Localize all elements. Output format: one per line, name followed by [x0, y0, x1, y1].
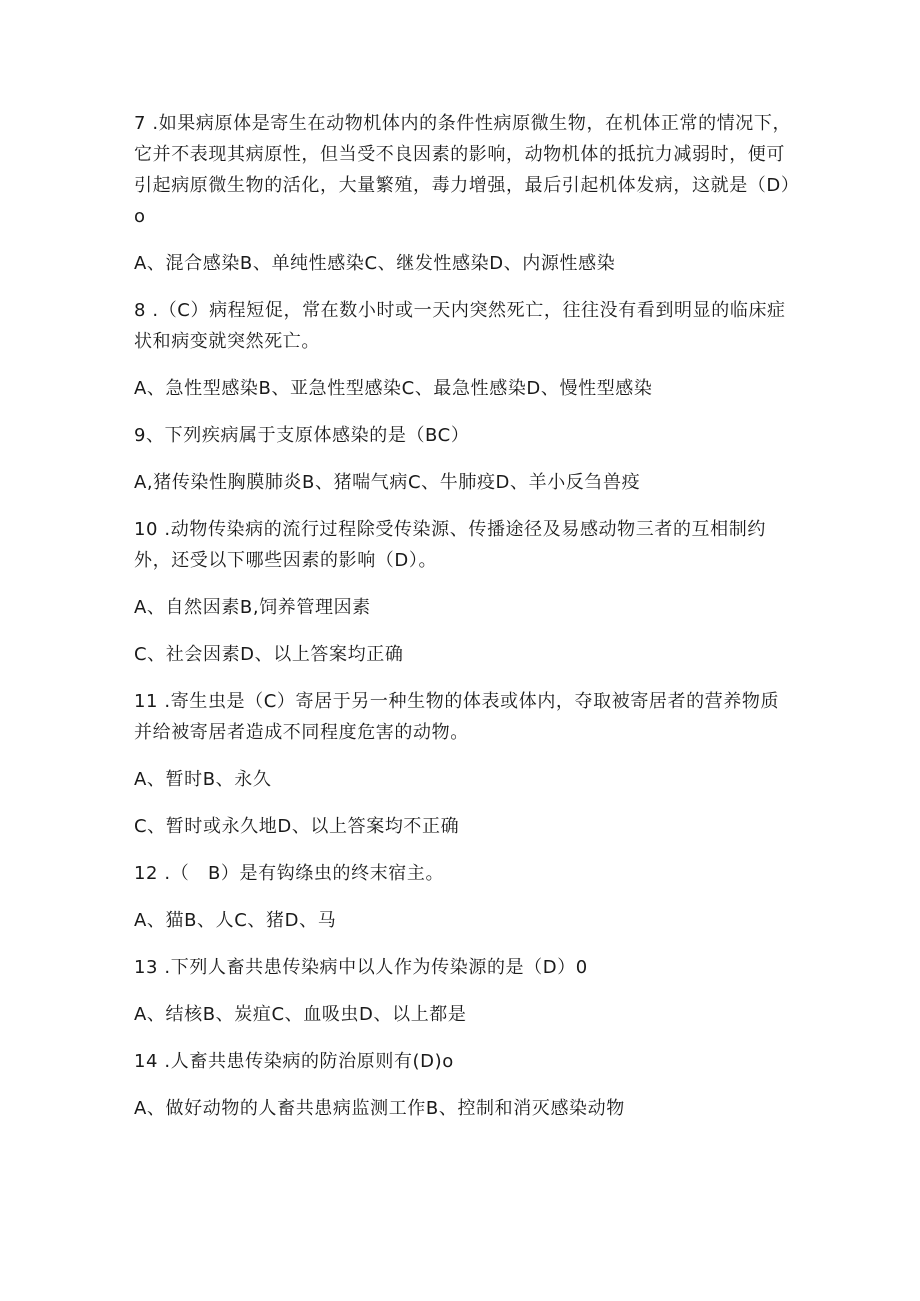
options-9: A,猪传染性胸膜肺炎B、猪喘气病C、牛肺疫D、羊小反刍兽疫 — [134, 472, 641, 493]
options-7: A、混合感染B、单纯性感染C、继发性感染D、内源性感染 — [134, 253, 616, 274]
question-7: 7 .如果病原体是寄生在动物机体内的条件性病原微生物，在机体正常的情况下，它并不表现其病原性，但当受不良因素的影响，动物机体的抵抗力减弱时，便可引起病原微生物的活化，大量繁殖，毒力增强，最后引起机体发病，这就是（D）o — [134, 113, 792, 227]
question-8: 8 .（C）病程短促，常在数小时或一天内突然死亡，往往没有看到明显的临床症状和病变就突然死亡。 — [134, 300, 786, 352]
question-14: 14 .人畜共患传染病的防治原则有(D)o — [134, 1051, 454, 1072]
options-11-line-1: A、暂时B、永久 — [134, 769, 272, 790]
options-10-line-1: A、自然因素B,饲养管理因素 — [134, 597, 371, 618]
options-14: A、做好动物的人畜共患病监测工作B、控制和消灭感染动物 — [134, 1098, 625, 1119]
options-13: A、结核B、炭疽C、血吸虫D、以上都是 — [134, 1004, 467, 1025]
options-10-line-2: C、社会因素D、以上答案均正确 — [134, 644, 404, 665]
question-13: 13 .下列人畜共患传染病中以人作为传染源的是（D）0 — [134, 957, 588, 978]
options-11-line-2: C、暂时或永久地D、以上答案均不正确 — [134, 816, 460, 837]
question-12: 12 .（ B）是有钩绦虫的终末宿主。 — [134, 863, 445, 884]
options-8: A、急性型感染B、亚急性型感染C、最急性感染D、慢性型感染 — [134, 378, 653, 399]
question-11: 11 .寄生虫是（C）寄居于另一种生物的体表或体内，夺取被寄居者的营养物质并给被寄居者造成不同程度危害的动物。 — [134, 691, 780, 743]
options-12: A、猫B、人C、猪D、马 — [134, 910, 337, 931]
document-body — [134, 108, 794, 1140]
question-10: 10 .动物传染病的流行过程除受传染源、传播途径及易感动物三者的互相制约外，还受以下哪些因素的影响（D）。 — [134, 519, 766, 571]
question-9: 9、下列疾病属于支原体感染的是（BC） — [134, 425, 470, 446]
